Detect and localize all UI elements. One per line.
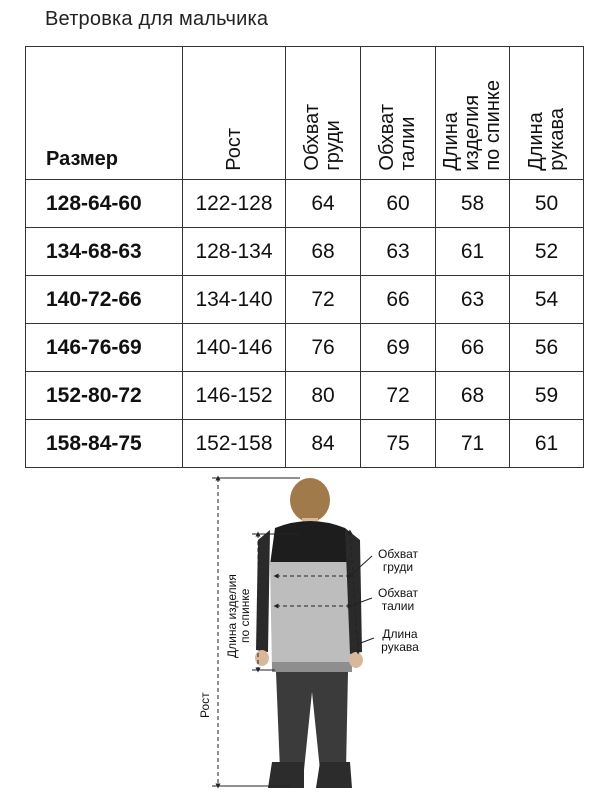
cell-back-length: 68 [436, 372, 510, 420]
cell-chest: 80 [286, 372, 361, 420]
jacket-body [270, 562, 352, 670]
cell-height: 134-140 [183, 276, 286, 324]
cell-sleeve: 50 [510, 180, 584, 228]
header-sleeve [510, 47, 584, 180]
cell-waist: 75 [361, 420, 436, 468]
boy-figure-illustration [0, 470, 600, 800]
sleeve-label: Длина рукава [381, 627, 419, 654]
table-row [26, 372, 584, 420]
header-chest-text: Обхват груди [301, 104, 344, 171]
cell-chest: 84 [286, 420, 361, 468]
header-waist-text: Обхват талии [376, 104, 419, 171]
cell-waist: 69 [361, 324, 436, 372]
cell-chest: 76 [286, 324, 361, 372]
cell-height: 128-134 [183, 228, 286, 276]
table-row [26, 180, 584, 228]
cell-size: 128-64-60 [26, 180, 183, 228]
table-row [26, 276, 584, 324]
cell-back-length: 61 [436, 228, 510, 276]
cell-height: 152-158 [183, 420, 286, 468]
boy-head [290, 478, 330, 522]
header-chest [286, 47, 361, 180]
cell-sleeve: 52 [510, 228, 584, 276]
jeans [276, 672, 348, 770]
cell-back-length: 63 [436, 276, 510, 324]
cell-size: 146-76-69 [26, 324, 183, 372]
right-boot [316, 762, 352, 788]
header-back-length-text: Длина изделия по спинке [440, 80, 504, 171]
waist-label: Обхват талии [378, 586, 418, 613]
back-length-label: Длина изделия по спинке [225, 574, 252, 658]
header-back-length [436, 47, 510, 180]
cell-waist: 66 [361, 276, 436, 324]
cell-sleeve: 61 [510, 420, 584, 468]
height-label: Рост [198, 692, 212, 718]
cell-size: 140-72-66 [26, 276, 183, 324]
header-sleeve-text: Длина рукава [524, 108, 568, 171]
header-waist [361, 47, 436, 180]
cell-back-length: 58 [436, 180, 510, 228]
page-title: Ветровка для мальчика [45, 8, 269, 30]
cell-height: 140-146 [183, 324, 286, 372]
cell-height: 122-128 [183, 180, 286, 228]
table-row [26, 324, 584, 372]
cell-back-length: 66 [436, 324, 510, 372]
header-height [183, 47, 286, 180]
cell-sleeve: 56 [510, 324, 584, 372]
table-row [26, 420, 584, 468]
left-boot [268, 762, 304, 788]
jacket-top [270, 521, 358, 565]
cell-waist: 63 [361, 228, 436, 276]
header-height-text: Рост [222, 128, 245, 171]
cell-sleeve: 59 [510, 372, 584, 420]
cell-chest: 64 [286, 180, 361, 228]
cell-sleeve: 54 [510, 276, 584, 324]
cell-chest: 72 [286, 276, 361, 324]
cell-waist: 72 [361, 372, 436, 420]
cell-size: 158-84-75 [26, 420, 183, 468]
cell-back-length: 71 [436, 420, 510, 468]
table-header-row [26, 47, 584, 180]
table-row [26, 228, 584, 276]
header-size: Размер [26, 47, 183, 180]
measurement-diagram [0, 470, 600, 800]
cell-size: 152-80-72 [26, 372, 183, 420]
cell-height: 146-152 [183, 372, 286, 420]
cell-size: 134-68-63 [26, 228, 183, 276]
cell-chest: 68 [286, 228, 361, 276]
size-table [25, 46, 584, 468]
chest-label: Обхват груди [378, 547, 418, 574]
cell-waist: 60 [361, 180, 436, 228]
